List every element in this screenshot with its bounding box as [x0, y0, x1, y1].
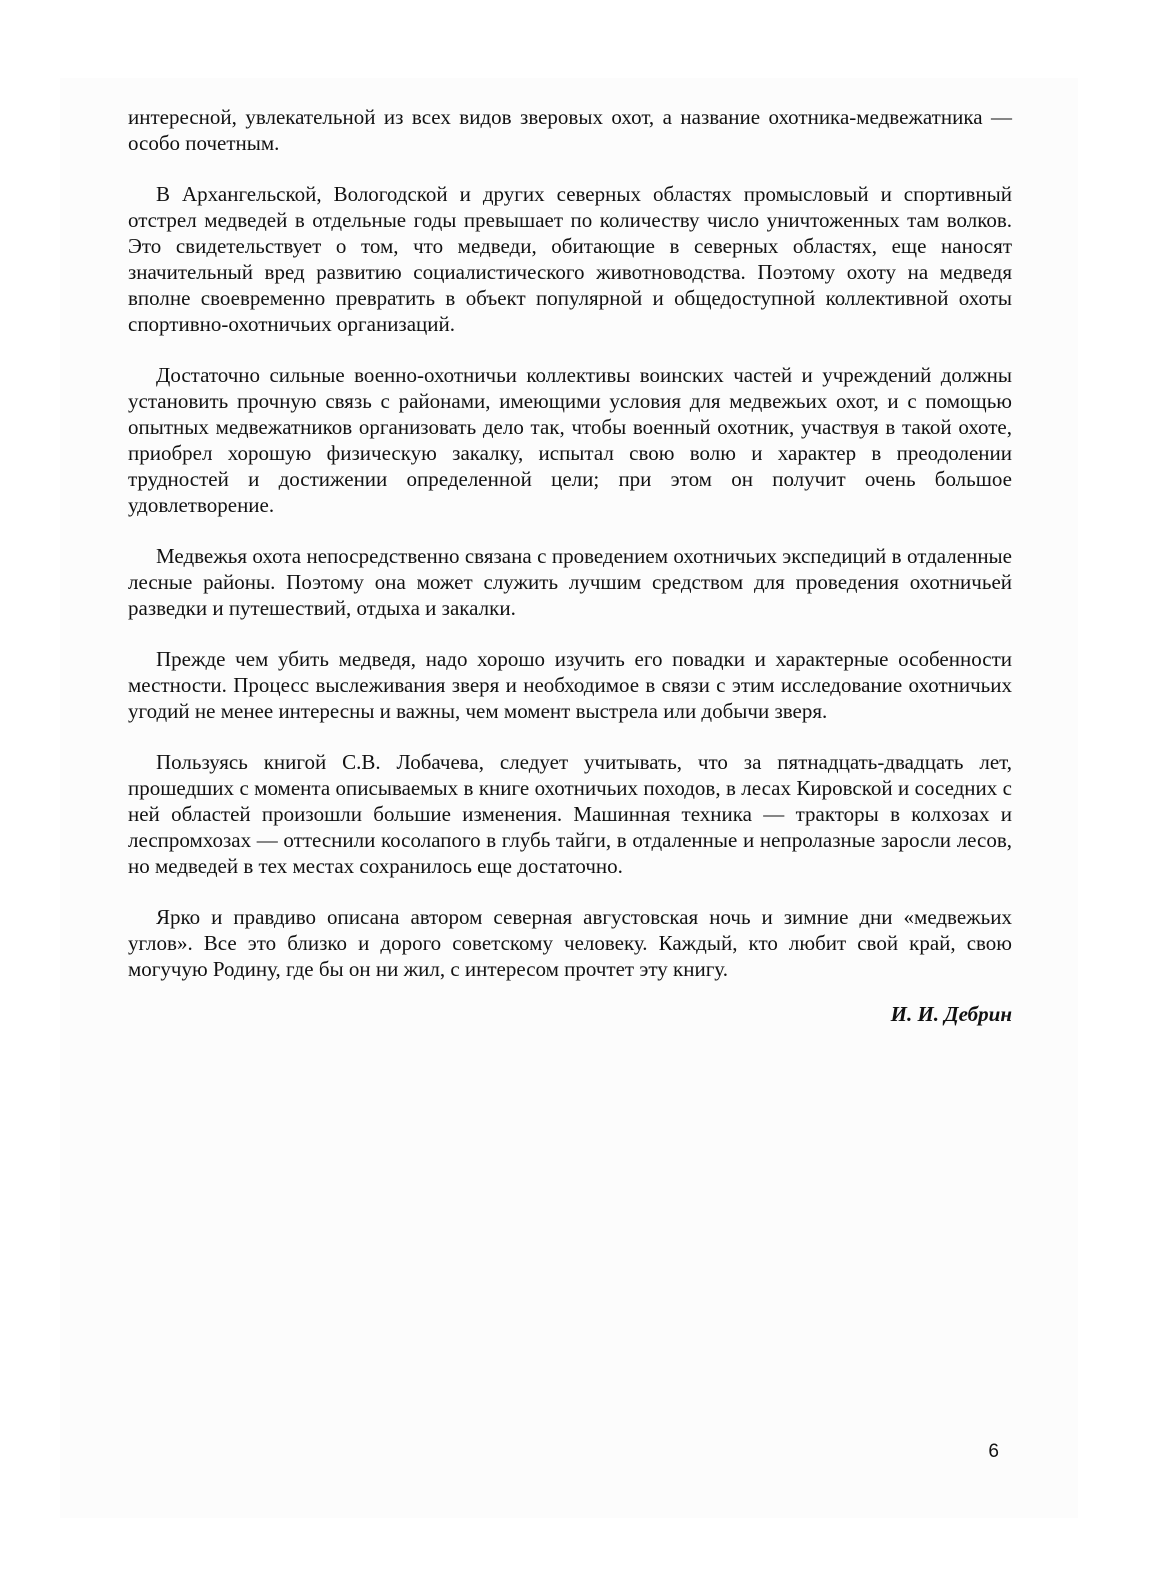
paragraph: Медвежья охота непосредственно связана с проведением охотничьих экспедиций в отдаленные лесные районы. Поэтому она может служить лучшим средством для проведения охотничьей разведки и путешествий, отдыха и закалки. — [128, 544, 1012, 620]
paragraph-continuation: интересной, увлекательной из всех видов зверовых охот, а название охотника-медвежатника — особо почетным. — [128, 105, 1012, 155]
paragraph: Ярко и правдиво описана автором северная августовская ночь и зимние дни «медвежьих углов». Все это близко и дорого советскому человеку. Каждый, кто любит свой край, свою могучую Родину, где бы он ни жил, с интересом прочтет эту книгу. — [128, 905, 1012, 981]
paragraph: В Архангельской, Вологодской и других северных областях промысловый и спортивный отстрел медведей в отдельные годы превышает по количеству число уничтоженных там волков. Это свидетельствует о том, что медведи, обитающие в северных областях, еще наносят значительный вред развитию социалистического животноводства. Поэтому охоту на медведя вполне своевременно превратить в объект популярной и общедоступной коллективной охоты спортивно-охотничьих организаций. — [128, 182, 1012, 336]
document-body — [128, 104, 1012, 1052]
paragraph: Достаточно сильные военно-охотничьи коллективы воинских частей и учреждений должны установить прочную связь с районами, имеющими условия для медвежьих охот, и с помощью опытных медвежатников организовать дело так, чтобы военный охотник, участвуя в такой охоте, приобрел хорошую физическую закалку, испытал свою волю и характер в преодолении трудностей и достижении определенной цели; при этом он получит очень большое удовлетворение. — [128, 363, 1012, 517]
paragraph: Пользуясь книгой С.В. Лобачева, следует учитывать, что за пятнадцать-двадцать лет, прошедших с момента описываемых в книге охотничьих походов, в лесах Кировской и соседних с ней областей произошли большие изменения. Машинная техника — тракторы в колхозах и леспромхозах — оттеснили косолапого в глубь тайги, в отдаленные и непролазные заросли лесов, но медведей в тех местах сохранилось еще достаточно. — [128, 750, 1012, 878]
paragraph: Прежде чем убить медведя, надо хорошо изучить его повадки и характерные особенности местности. Процесс выслеживания зверя и необходимое в связи с этим исследование охотничьих угодий не менее интересны и важны, чем момент выстрела или добычи зверя. — [128, 647, 1012, 723]
page-number: 6 — [988, 1441, 999, 1462]
author-signature: И. И. Дебрин — [890, 1002, 1012, 1026]
